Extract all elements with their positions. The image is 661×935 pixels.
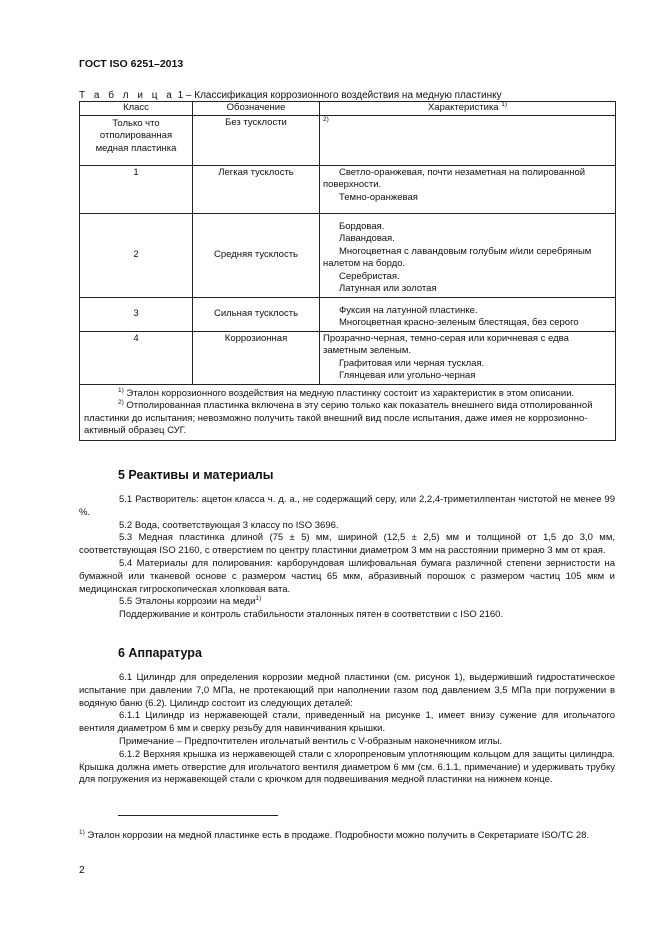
classification-table bbox=[79, 101, 616, 441]
row-characteristic-cell bbox=[320, 331, 616, 384]
header-characteristic-label: Характеристика bbox=[427, 102, 499, 113]
row-characteristic-cell bbox=[320, 297, 616, 331]
table-notes-row bbox=[80, 384, 616, 440]
row-designation-cell: Коррозионная bbox=[193, 331, 320, 384]
characteristic-line: Графитовая или черная тусклая. bbox=[339, 357, 485, 369]
note-text: Отполированная пластинка включена в эту серию только как показатель внешнего вида отполированной пластинки до испытания; невозможно получить такой внешний вид после испытания, даже имея не коррозионно-активный образец СУГ. bbox=[84, 400, 593, 436]
header-designation: Обозначение bbox=[193, 102, 320, 116]
characteristic-line: Латунная или золотая bbox=[339, 283, 437, 294]
paragraph: 5.2 Вода, соответствующая 3 классу по ISO 3696. bbox=[119, 519, 339, 531]
paragraph: Поддерживание и контроль стабильности эталонных пятен в соответствии с ISO 2160. bbox=[119, 609, 504, 621]
table-note bbox=[84, 400, 611, 438]
characteristic-line: Темно-оранжевая bbox=[339, 191, 418, 203]
row-designation-cell: Средняя тусклость bbox=[193, 213, 320, 297]
characteristic-line: Прозрачно-черная, темно-серая или коричневая с едва заметным зеленым. bbox=[323, 332, 569, 356]
row-designation-cell: Без тусклости bbox=[193, 115, 320, 165]
footnote-separator bbox=[118, 815, 278, 816]
paragraph: 6.1.2 Верхняя крышка из нержавеющей стали с хлоропреновым уплотняющим кольцом для защиты цилиндра. Крышка должна иметь отверстие для игольчатого вентиля диаметром 6 мм (см. 6.1.1, примечание) и удерживать трубку для погружения из нержавеющей стали с крючком для подвешивания медной пластинки на нижнем конце. bbox=[79, 748, 615, 786]
note-text: Эталон коррозионного воздействия на медную пластинку состоит из характеристик в этом описании. bbox=[126, 387, 575, 399]
table-row bbox=[80, 297, 616, 331]
table-header-row bbox=[80, 102, 616, 116]
header-characteristic-mark: 1) bbox=[501, 101, 508, 108]
section-5-title: 5 Реактивы и материалы bbox=[118, 468, 274, 482]
section-6-title: 6 Аппаратура bbox=[118, 646, 202, 660]
table-row bbox=[80, 213, 616, 297]
header-characteristic bbox=[320, 102, 616, 116]
row-designation-cell: Сильная тусклость bbox=[193, 297, 320, 331]
characteristic-line: Глянцевая или угольно-черная bbox=[339, 370, 476, 381]
characteristic-line: Светло-оранжевая, почти незаметная на полированной поверхности. bbox=[323, 166, 586, 190]
footnote-paragraph bbox=[79, 829, 615, 842]
page-number: 2 bbox=[79, 864, 85, 876]
table-caption-text: 1 – Классификация коррозионного воздействия на медную пластинку bbox=[177, 90, 502, 101]
footnote bbox=[79, 829, 615, 842]
row-class-cell: 4 bbox=[80, 331, 193, 384]
paragraph: 5.1 Растворитель: ацетон класса ч. д. а., не содержащий серу, или 2,2,4-триметилпентан чистотой не менее 99 %. bbox=[79, 494, 615, 518]
paragraph: 6.1 Цилиндр для определения коррозии медной пластинки (см. рисунок 1), выдерживший гидростатическое испытание при давлении 7,0 МПа, не протекающий при наполнении газом под давлением 3,5 МПа при погружении в водяную баню (6.2). Цилиндр состоит из следующих деталей: bbox=[79, 672, 615, 709]
paragraph: 6.1.1 Цилиндр из нержавеющей стали, приведенный на рисунке 1, имеет внизу сужение для игольчатого вентиля диаметром 6 мм и сверху резьбу для навинчивания крышки. bbox=[79, 710, 615, 735]
row-class-cell: 3 bbox=[80, 297, 193, 331]
table-row bbox=[80, 165, 616, 213]
paragraph-text: 5.5 Эталоны коррозии на меди bbox=[119, 596, 256, 608]
paragraph bbox=[79, 596, 615, 609]
table-row bbox=[80, 331, 616, 384]
document-header: ГОСТ ISO 6251–2013 bbox=[79, 58, 184, 70]
characteristic-line: Многоцветная с лавандовым голубым и/или серебряным налетом на бордо. bbox=[323, 245, 592, 269]
row-characteristic-cell bbox=[320, 115, 616, 165]
table-row bbox=[80, 115, 616, 165]
section-5-body bbox=[79, 494, 615, 622]
table-notes bbox=[80, 384, 616, 440]
row-class-cell: 2 bbox=[80, 213, 193, 297]
table-caption bbox=[79, 90, 502, 101]
paragraph: Примечание – Предпочтителен игольчатый вентиль с V-образным наконечником иглы. bbox=[119, 735, 503, 747]
header-class: Класс bbox=[80, 102, 193, 116]
note-mark: 2) bbox=[118, 399, 124, 406]
row-characteristic-cell bbox=[320, 165, 616, 213]
row-class-cell: Только что отполированная медная пластинка bbox=[80, 115, 193, 165]
characteristic-line: Серебристая. bbox=[339, 270, 400, 282]
row-characteristic-mark: 2) bbox=[323, 115, 329, 123]
section-6-body bbox=[79, 672, 615, 787]
characteristic-line: Лавандовая. bbox=[339, 233, 395, 244]
footnote-text: Эталон коррозии на медной пластинке есть в продаже. Подробности можно получить в Секретариате ISO/TC 28. bbox=[87, 830, 590, 841]
row-class-cell: 1 bbox=[80, 165, 193, 213]
characteristic-line: Многоцветная красно-зеленым блестящая, без серого bbox=[339, 317, 579, 328]
table-note bbox=[84, 388, 611, 401]
characteristic-line: Фуксия на латунной пластинке. bbox=[339, 304, 478, 316]
note-mark: 1) bbox=[118, 386, 124, 394]
paragraph: 5.3 Медная пластинка длиной (75 ± 5) мм, шириной (12,5 ± 2,5) мм и толщиной от 1,5 до 3,0 мм, соответствующая ISO 2160, с отверстием по центру пластинки диаметром 3 мм на расстоянии примерно 3 мм от края. bbox=[79, 532, 615, 557]
row-designation-cell: Легкая тусклость bbox=[193, 165, 320, 213]
table-caption-word: Т а б л и ц а bbox=[79, 90, 175, 101]
paragraph: 5.4 Материалы для полирования: карборундовая шлифовальная бумага различной степени зернистости на бумажной или тканевой основе с размером частиц 65 мкм, абразивный порошок с размером частиц 105 мкм и медицинская гигроскопическая хлопковая вата. bbox=[79, 557, 615, 595]
footnote-mark: 1) bbox=[79, 829, 85, 836]
footnote-ref: 1) bbox=[255, 595, 262, 603]
row-characteristic-cell bbox=[320, 213, 616, 297]
characteristic-line: Бордовая. bbox=[339, 220, 385, 232]
